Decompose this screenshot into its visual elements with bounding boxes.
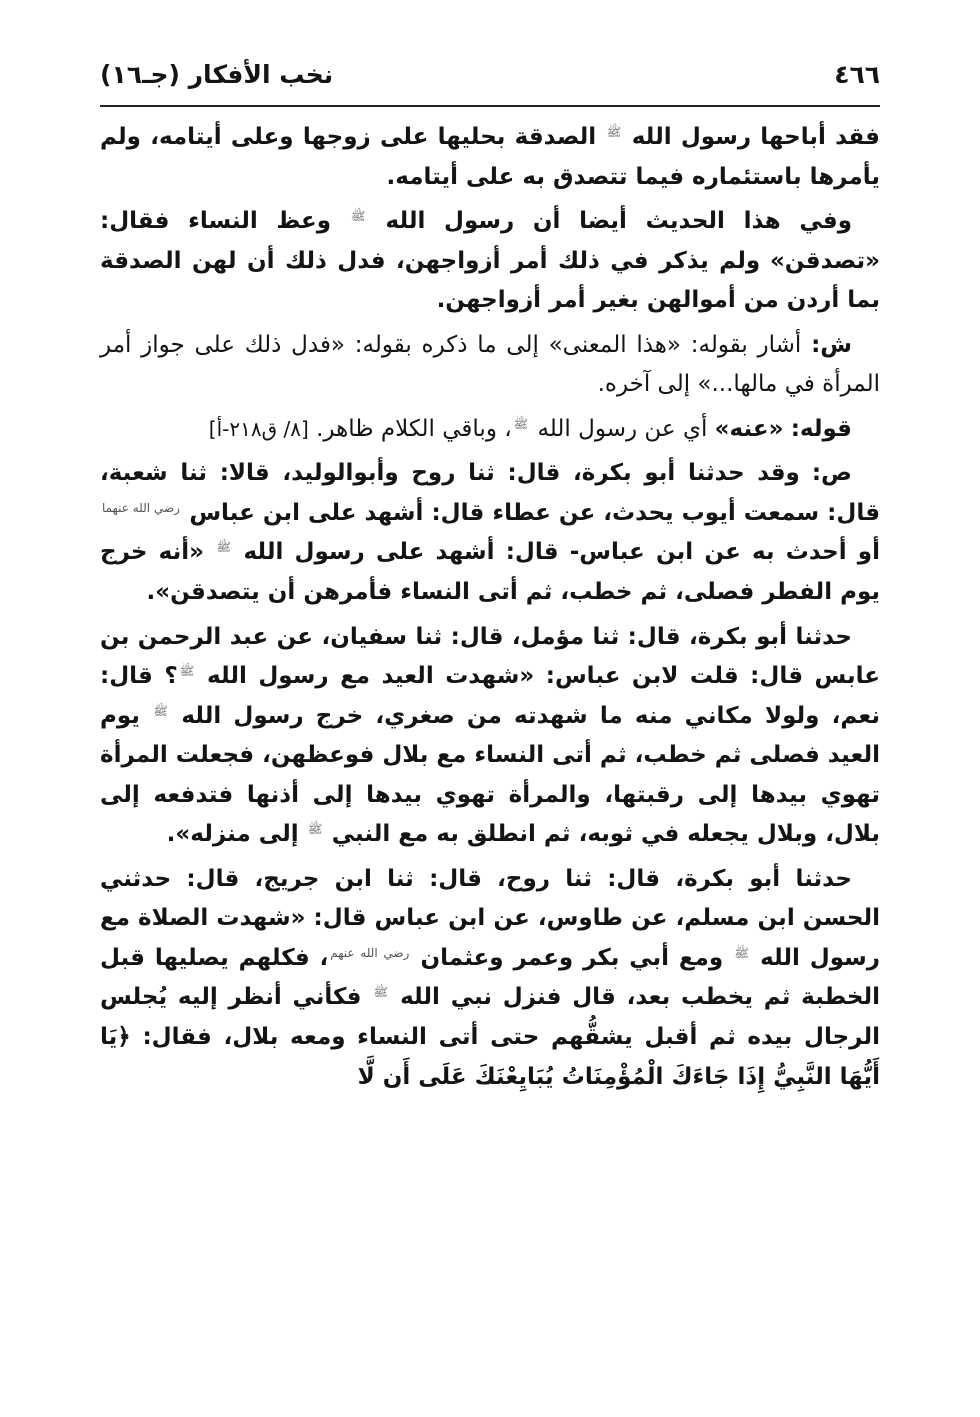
text-span: إلى منزله». xyxy=(166,821,299,848)
quote-span: «عنه» xyxy=(714,415,784,442)
salawat-honorific: ﷺ xyxy=(513,416,529,431)
paragraph-6 xyxy=(100,618,880,855)
paragraph-2 xyxy=(100,202,880,321)
text-span: أي عن رسول الله xyxy=(537,415,708,442)
text-span: ولم يذكر في ذلك أمر أزواجهن، فدل ذلك أن لهن الصدقة بما أردن من أموالهن بغير أمر أزواجهن. xyxy=(100,247,880,314)
text-span: الصدقة بحليها على زوجها وعلى أيتامه، ولم يأمرها باستئماره فيما تتصدق به على أيتامه. xyxy=(100,124,880,190)
radiyallahu-honorific: رضي الله عنهما xyxy=(102,500,180,515)
text-span: فقد أباحها رسول الله xyxy=(631,124,880,150)
paragraph-3 xyxy=(100,326,880,405)
paragraph-5 xyxy=(100,454,880,612)
paragraph-1 xyxy=(100,118,880,197)
paragraph-lead: ص: xyxy=(811,460,852,487)
radiyallahu-honorific: رضي الله عنهم xyxy=(330,945,410,960)
paragraph-7 xyxy=(100,860,880,1097)
text-span: حدثنا أبو بكرة، قال: ثنا مؤمل، قال: ثنا سفيان، عن عبد الرحمن بن عابس قال: قلت لابن عباس: «شهدت العيد مع رسول الله xyxy=(100,623,881,690)
text-span: أو أحدث به عن ابن عباس- قال: أشهد على رسول الله xyxy=(243,539,880,566)
text-span: يوم العيد فصلى ثم خطب، ثم أتى النساء مع بلال فوعظهن، فجعلت المرأة تهوي بيدها إلى رقبتها، والمرأة تهوي بيدها إلى أذنها فتدفعه إلى بلال، وبلال يجعله في ثوبه، ثم انطلق به مع النبي xyxy=(100,702,880,848)
text-span: وعظ النساء فقال: xyxy=(100,208,332,235)
text-span: ؟ قال: نعم، ولولا مكاني منه ما شهدته من صغري، خرج رسول الله xyxy=(100,663,880,729)
salawat-honorific: ﷺ xyxy=(734,945,749,960)
text-span: ، وباقي الكلام ظاهر. xyxy=(316,415,512,442)
text-span: ومع أبي بكر وعمر وعثمان xyxy=(420,944,724,971)
paragraph-4 xyxy=(100,410,880,450)
manuscript-reference: [٨/ ق٢١٨-أ] xyxy=(208,416,309,441)
paragraph-lead: قوله: xyxy=(790,415,852,442)
salawat-honorific: ﷺ xyxy=(216,540,231,555)
text-span: فكأني أنظر إليه يُجلس الرجال بيده ثم أقبل يشقُّهم حتى أتى النساء ومعه بلال، فقال: ﴿يَا أَيُّهَا النَّبِيُّ إِذَا جَاءَكَ الْمُؤْمِنَاتُ يُبَايِعْنَكَ عَلَى أَن لَّا xyxy=(100,984,880,1090)
text-span: ، فكلهم يصليها قبل الخطبة ثم يخطب بعد، قال فنزل نبي الله xyxy=(100,944,881,1011)
page-number: ٤٦٦ xyxy=(834,59,880,89)
text-span: حدثنا أبو بكرة، قال: ثنا روح، قال: ثنا ابن جريج، قال: حدثني الحسن ابن مسلم، عن طاوس، عن ابن عباس قال: «شهدت الصلاة مع رسول الله xyxy=(100,865,881,971)
salawat-honorific: ﷺ xyxy=(153,703,168,718)
book-title: نخب الأفكار (جـ١٦) xyxy=(100,59,334,89)
salawat-honorific: ﷺ xyxy=(307,822,323,837)
text-span: وقد حدثنا أبو بكرة، قال: ثنا روح وأبوالوليد، قالا: ثنا شعبة، قال: سمعت أيوب يحدث، عن عطاء قال: أشهد على ابن عباس xyxy=(100,460,881,526)
salawat-honorific: ﷺ xyxy=(351,209,366,224)
salawat-honorific: ﷺ xyxy=(373,985,389,1000)
body-text xyxy=(100,118,880,1102)
quote-span: «تصدقن» xyxy=(769,247,881,274)
salawat-honorific: ﷺ xyxy=(606,125,622,139)
text-span: أشار بقوله: «هذا المعنى» إلى ما ذكره بقوله: «فدل ذلك على جواز أمر المرأة في مالها...» إلى آخره. xyxy=(100,331,880,398)
text-span: «أنه خرج يوم الفطر فصلى، ثم خطب، ثم أتى النساء فأمرهن أن يتصدقن». xyxy=(100,539,880,606)
paragraph-lead: ش: xyxy=(811,331,853,358)
header-rule xyxy=(100,105,880,107)
page-header xyxy=(100,50,880,98)
salawat-honorific: ﷺ xyxy=(179,664,195,679)
text-span: وفي هذا الحديث أيضا أن رسول الله xyxy=(385,208,853,235)
